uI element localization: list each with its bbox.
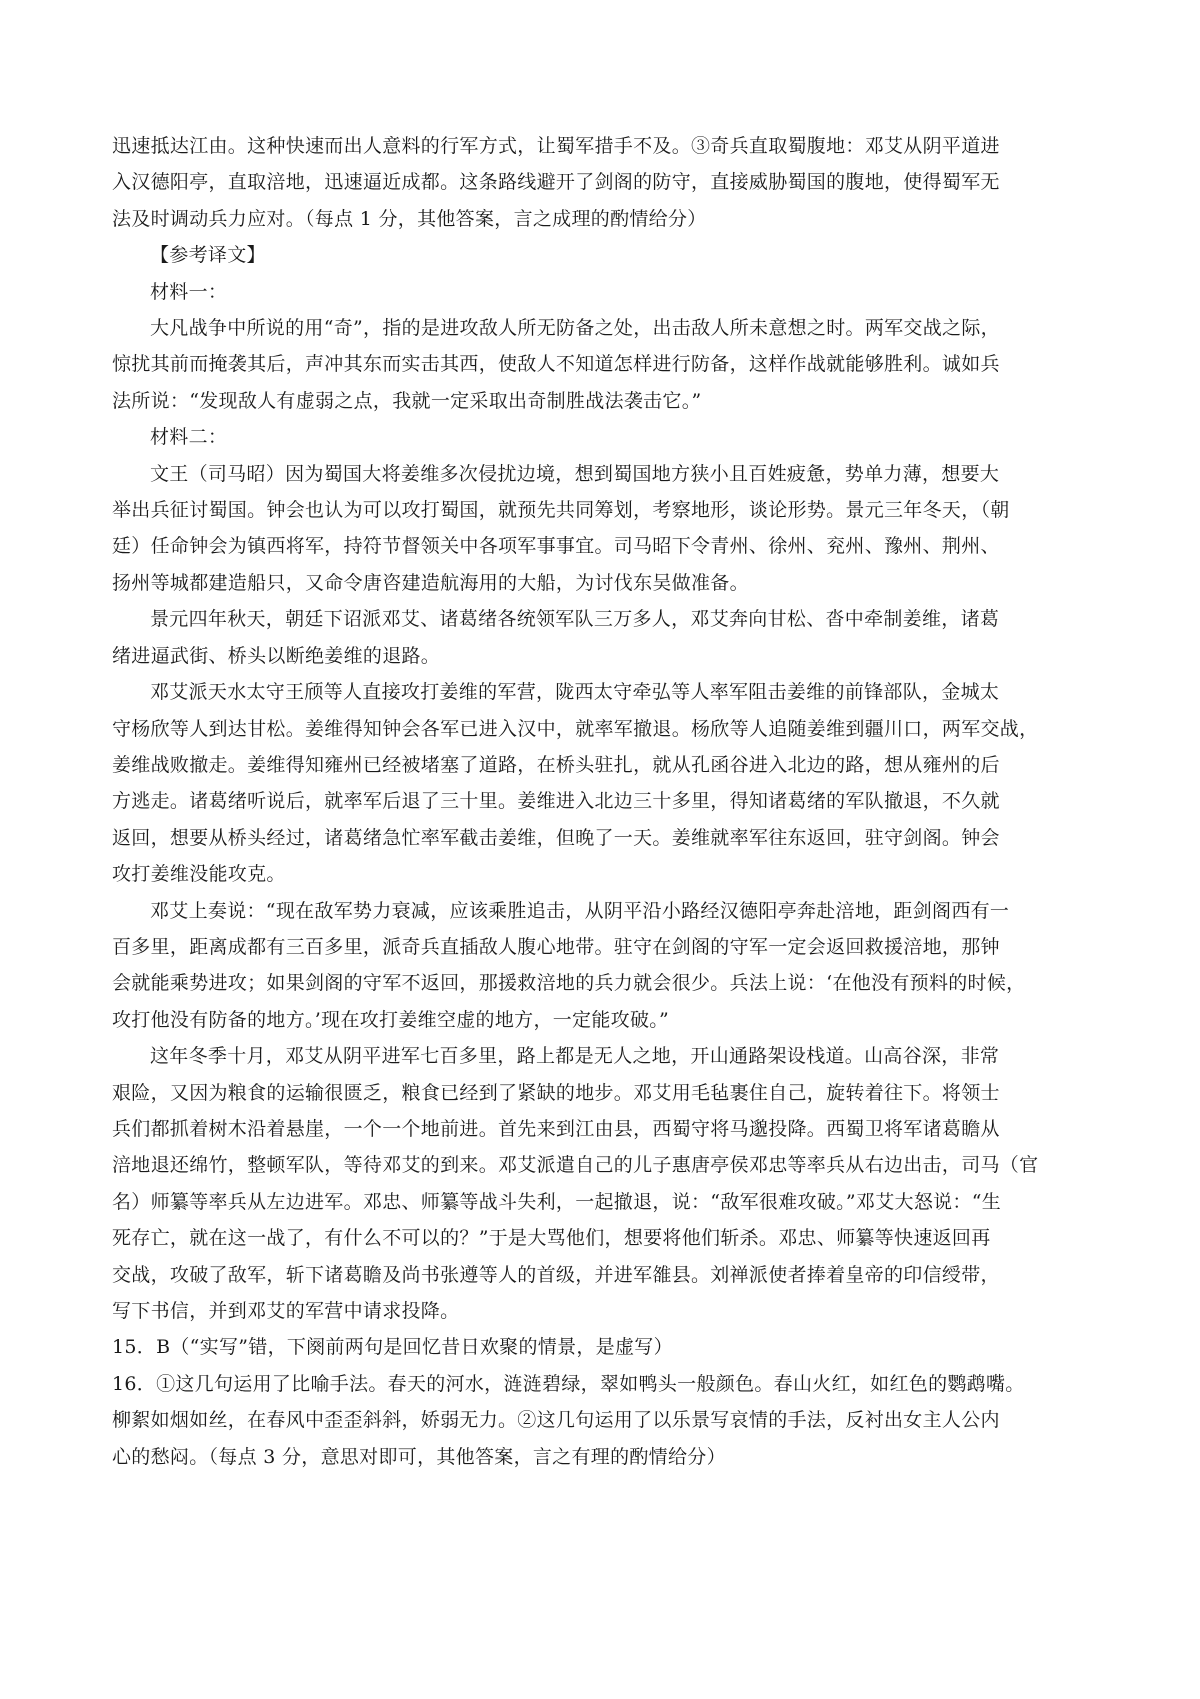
text-line: 会就能乘势进攻；如果剑阁的守军不返回，那援救涪地的兵力就会很少。兵法上说：‘在他没有预料的时候， — [112, 972, 1026, 995]
text-line: 心的愁闷。（每点 3 分，意思对即可，其他答案，言之有理的酌情给分） — [112, 1445, 726, 1468]
answer-15: 15．B（“实写”错，下阕前两句是回忆昔日欢聚的情景，是虚写） — [112, 1336, 673, 1359]
text-line: 邓艾派天水太守王颀等人直接攻打姜维的军营，陇西太守牵弘等人率军阻击姜维的前锋部队，金城太 — [150, 681, 1000, 704]
text-line: 名）师纂等率兵从左边进军。邓忠、师纂等战斗失利，一起撤退，说：“敌军很难攻破。”邓艾大怒说：“生 — [112, 1190, 1002, 1213]
text-line: 守杨欣等人到达甘松。姜维得知钟会各军已进入汉中，就率军撤退。杨欣等人追随姜维到疆川口，两军交战， — [112, 717, 1039, 740]
section-heading: 【参考译文】 — [150, 244, 266, 267]
text-line: 举出兵征讨蜀国。钟会也认为可以攻打蜀国，就预先共同筹划，考察地形，谈论形势。景元三年冬天，（朝 — [112, 499, 1010, 522]
text-line: 法及时调动兵力应对。（每点 1 分，其他答案，言之成理的酌情给分） — [112, 207, 707, 230]
subsection-label: 材料一： — [150, 280, 228, 303]
text-line: 这年冬季十月，邓艾从阴平进军七百多里，路上都是无人之地，开山通路架设栈道。山高谷深，非常 — [150, 1045, 1000, 1068]
text-line: 兵们都抓着树木沿着悬崖，一个一个地前进。首先来到江由县，西蜀守将马邈投降。西蜀卫将军诸葛瞻从 — [112, 1117, 1000, 1140]
text-line: 姜维战败撤走。姜维得知雍州已经被堵塞了道路，在桥头驻扎，就从孔函谷进入北边的路，想从雍州的后 — [112, 753, 1000, 776]
text-line: 惊扰其前而掩袭其后，声冲其东而实击其西，使敌人不知道怎样进行防备，这样作战就能够胜利。诚如兵 — [112, 353, 1000, 376]
text-line: 邓艾上奏说：“现在敌军势力衰减，应该乘胜追击，从阴平沿小路经汉德阳亭奔赴涪地，距剑阁西有一 — [150, 899, 1010, 922]
text-line: 死存亡，就在这一战了，有什么不可以的？”于是大骂他们，想要将他们斩杀。邓忠、师纂等快速返回再 — [112, 1227, 991, 1250]
text-line: 攻打姜维没能攻克。 — [112, 863, 286, 886]
text-line: 入汉德阳亭，直取涪地，迅速逼近成都。这条路线避开了剑阁的防守，直接威胁蜀国的腹地，使得蜀军无 — [112, 171, 1000, 194]
text-line: 攻打他没有防备的地方。’现在攻打姜维空虚的地方，一定能攻破。” — [112, 1008, 670, 1031]
document-page — [112, 128, 1098, 1475]
text-line: 返回，想要从桥头经过，诸葛绪急忙率军截击姜维，但晚了一天。姜维就率军往东返回，驻守剑阁。钟会 — [112, 826, 1000, 849]
text-line: 柳絮如烟如丝，在春风中歪歪斜斜，娇弱无力。②这几句运用了以乐景写哀情的手法，反衬出女主人公内 — [112, 1409, 1000, 1432]
text-line: 交战，攻破了敌军，斩下诸葛瞻及尚书张遵等人的首级，并进军雒县。刘禅派使者捧着皇帝的印信绶带， — [112, 1263, 1000, 1286]
text-line: 迅速抵达江由。这种快速而出人意料的行军方式，让蜀军措手不及。③奇兵直取蜀腹地：邓艾从阴平道进 — [112, 135, 1000, 157]
text-line: 大凡战争中所说的用“奇”，指的是进攻敌人所无防备之处，出击敌人所未意想之时。两军交战之际， — [150, 317, 1000, 340]
text-line: 法所说：“发现敌人有虚弱之点，我就一定采取出奇制胜战法袭击它。” — [112, 389, 702, 412]
text-line: 景元四年秋天，朝廷下诏派邓艾、诸葛绪各统领军队三万多人，邓艾奔向甘松、沓中牵制姜维，诸葛 — [150, 608, 1000, 631]
text-line: 百多里，距离成都有三百多里，派奇兵直插敌人腹心地带。驻守在剑阁的守军一定会返回救援涪地，那钟 — [112, 935, 1000, 958]
text-line: 写下书信，并到邓艾的军营中请求投降。 — [112, 1300, 460, 1322]
text-line: 绪进逼武街、桥头以断绝姜维的退路。 — [112, 644, 441, 667]
text-line: 涪地退还绵竹，整顿军队，等待邓艾的到来。邓艾派遣自己的儿子惠唐亭侯邓忠等率兵从右边出击，司马（官 — [112, 1154, 1039, 1177]
subsection-label: 材料二： — [150, 426, 228, 449]
text-line: 廷）任命钟会为镇西将军，持符节督领关中各项军事事宜。司马昭下令青州、徐州、兖州、豫州、荆州、 — [112, 535, 1000, 558]
answer-16: 16．①这几句运用了比喻手法。春天的河水，涟涟碧绿，翠如鸭头一般颜色。春山火红，如红色的鹦鹉嘴。 — [112, 1372, 1025, 1395]
text-line: 扬州等城都建造船只，又命令唐咨建造航海用的大船，为讨伐东吴做准备。 — [112, 571, 749, 594]
text-line: 方逃走。诸葛绪听说后，就率军后退了三十里。姜维进入北边三十多里，得知诸葛绪的军队撤退，不久就 — [112, 790, 1000, 813]
text-line: 艰险，又因为粮食的运输很匮乏，粮食已经到了紧缺的地步。邓艾用毛毡裹住自己，旋转着往下。将领士 — [112, 1081, 1000, 1104]
text-line: 文王（司马昭）因为蜀国大将姜维多次侵扰边境，想到蜀国地方狭小且百姓疲惫，势单力薄，想要大 — [150, 462, 1000, 485]
